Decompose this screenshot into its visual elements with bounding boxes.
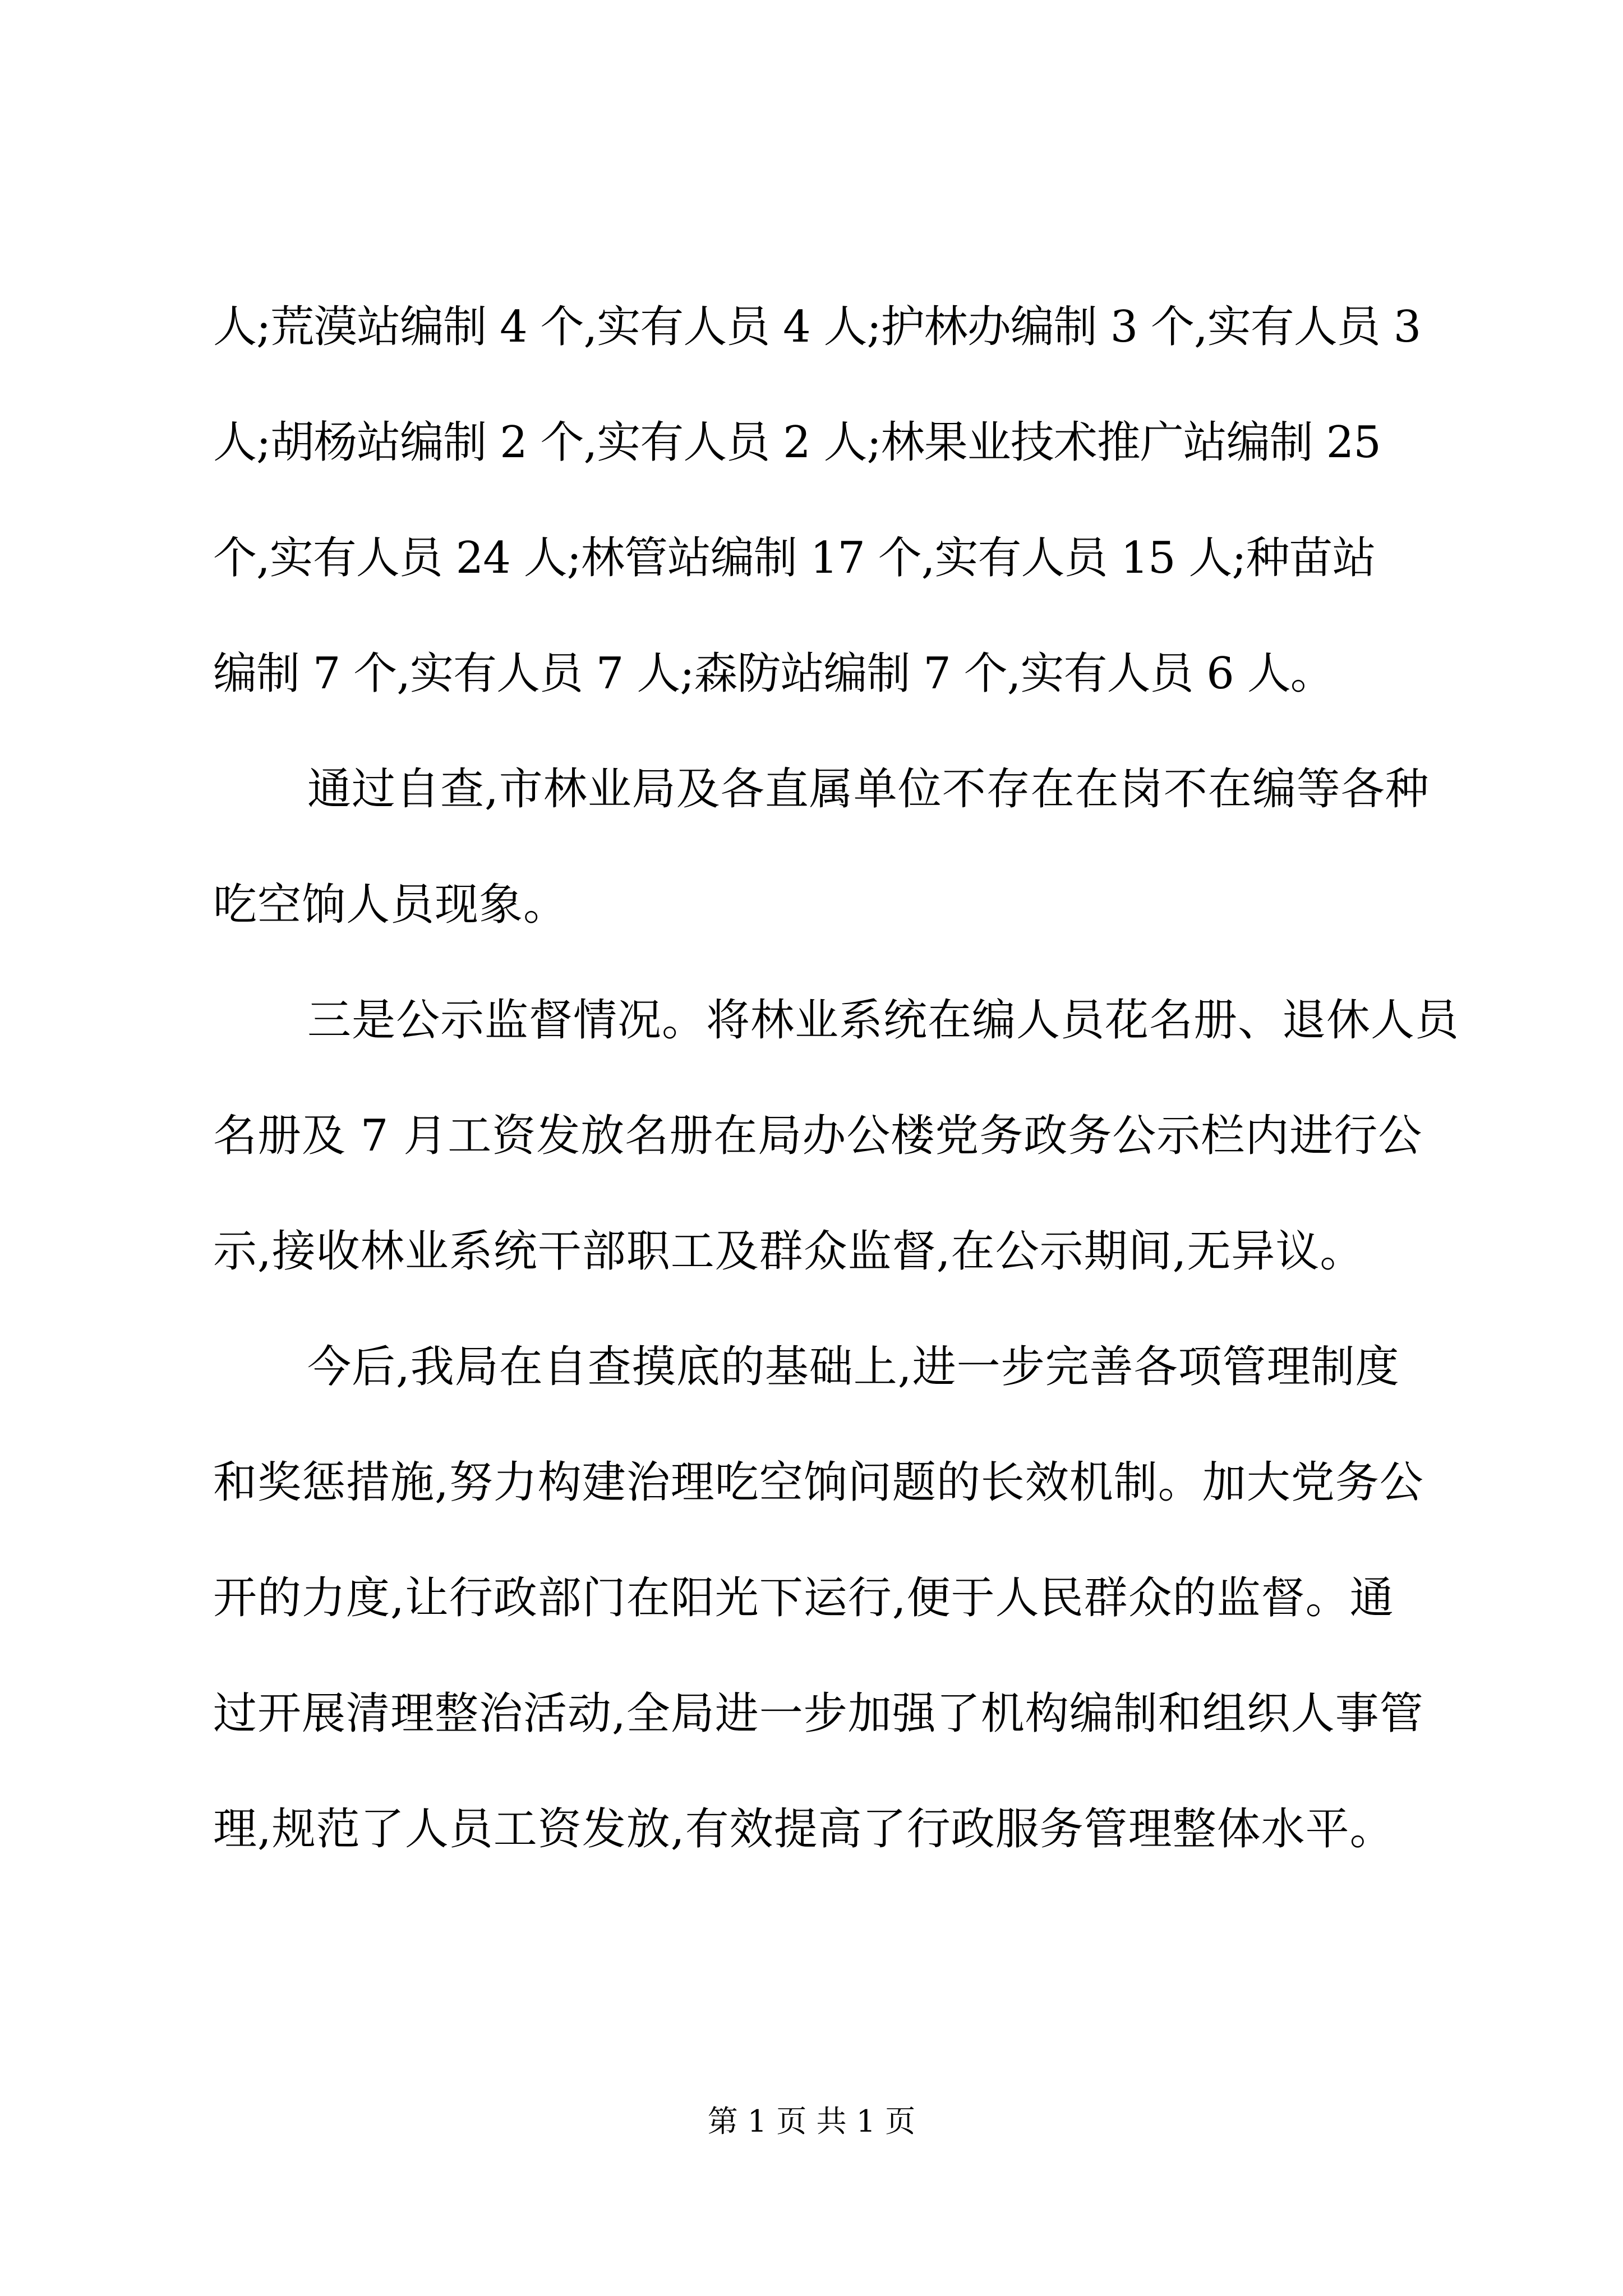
paragraph-public-supervision bbox=[213, 963, 1460, 1309]
text-line: 今后,我局在自查摸底的基础上,进一步完善各项管理制度 bbox=[307, 1342, 1400, 1392]
document-body bbox=[213, 269, 1460, 1887]
text-line: 个,实有人员 24 人;林管站编制 17 个,实有人员 15 人;种苗站 bbox=[213, 533, 1376, 583]
paragraph-staffing-continued bbox=[213, 269, 1421, 731]
text-line: 理,规范了人员工资发放,有效提高了行政服务管理整体水平。 bbox=[213, 1804, 1394, 1855]
text-line: 人;荒漠站编制 4 个,实有人员 4 人;护林办编制 3 个,实有人员 3 bbox=[213, 302, 1421, 352]
text-line: 和奖惩措施,努力构建治理吃空饷问题的长效机制。加大党务公 bbox=[213, 1457, 1424, 1508]
paragraph-future-measures bbox=[213, 1309, 1424, 1887]
text-line: 编制 7 个,实有人员 7 人;森防站编制 7 个,实有人员 6 人。 bbox=[213, 648, 1334, 699]
text-line: 开的力度,让行政部门在阳光下运行,便于人民群众的监督。通 bbox=[213, 1573, 1394, 1623]
text-line: 人;胡杨站编制 2 个,实有人员 2 人;林果业技术推广站编制 25 bbox=[213, 417, 1381, 468]
text-line: 三是公示监督情况。将林业系统在编人员花名册、退休人员 bbox=[307, 995, 1460, 1046]
page-number-footer: 第 1 页 共 1 页 bbox=[707, 2104, 916, 2139]
text-line: 示,接收林业系统干部职工及群众监督,在公示期间,无异议。 bbox=[213, 1226, 1364, 1277]
text-line: 过开展清理整治活动,全局进一步加强了机构编制和组织人事管 bbox=[213, 1688, 1424, 1739]
text-line: 名册及 7 月工资发放名册在局办公楼党务政务公示栏内进行公 bbox=[213, 1111, 1423, 1161]
text-line: 通过自查,市林业局及各直属单位不存在在岗不在编等各种 bbox=[307, 764, 1430, 815]
text-line: 吃空饷人员现象。 bbox=[213, 880, 568, 930]
paragraph-self-inspection bbox=[213, 731, 1430, 963]
